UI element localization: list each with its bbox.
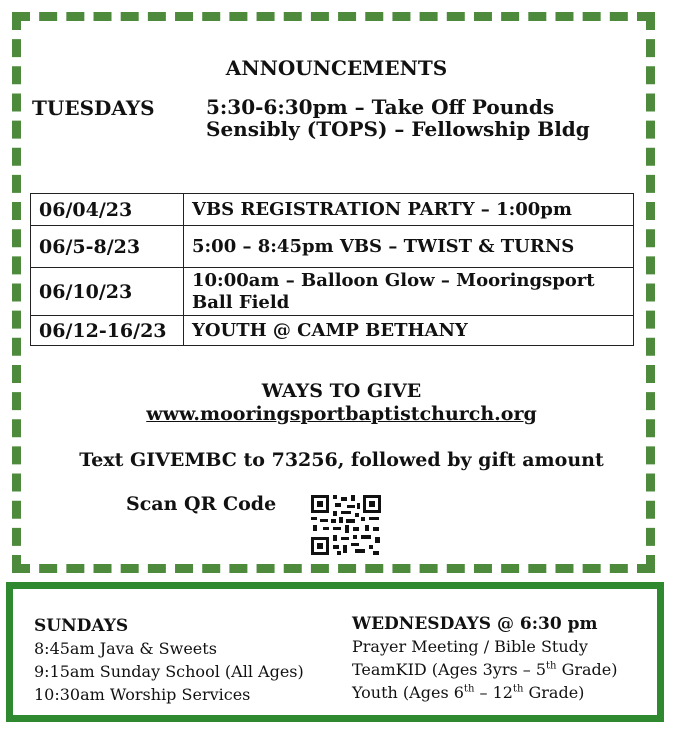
text-give-instructions: Text GIVEMBC to 73256, followed by gift amount [79, 449, 604, 471]
ordinal-suffix: th [463, 683, 475, 695]
wednesdays-item-text: – 12 [474, 683, 513, 702]
tuesdays-label: TUESDAYS [32, 96, 155, 120]
event-desc: 10:00am – Balloon Glow – Mooringsport Ball Field [184, 268, 634, 316]
wednesdays-item: Prayer Meeting / Bible Study [352, 637, 588, 656]
tuesdays-line-1: 5:30-6:30pm – Take Off Pounds [206, 95, 555, 119]
scan-qr-label: Scan QR Code [126, 493, 277, 515]
ordinal-suffix: th [512, 683, 524, 695]
event-date: 06/12-16/23 [31, 316, 184, 346]
table-row [31, 316, 634, 346]
tuesdays-text [206, 96, 636, 140]
table-row [31, 226, 634, 268]
wednesdays-item-text: TeamKID (Ages 3yrs – 5 [352, 660, 547, 679]
wednesdays-item-text: Youth (Ages 6 [352, 683, 464, 702]
sundays-item: 8:45am Java & Sweets [34, 639, 217, 658]
sundays-item: 9:15am Sunday School (All Ages) [34, 662, 304, 681]
wednesdays-item [352, 683, 584, 702]
tuesdays-line-2: Sensibly (TOPS) – Fellowship Bldg [206, 117, 590, 141]
event-desc: 5:00 – 8:45pm VBS – TWIST & TURNS [184, 226, 634, 268]
qr-code-icon[interactable] [311, 495, 381, 555]
wednesdays-title: WEDNESDAYS @ 6:30 pm [352, 614, 598, 634]
event-date: 06/5-8/23 [31, 226, 184, 268]
wednesdays-item-text: Grade) [556, 660, 618, 679]
event-date: 06/10/23 [31, 268, 184, 316]
ordinal-suffix: th [546, 660, 557, 672]
sundays-item: 10:30am Worship Services [34, 685, 251, 704]
event-desc: VBS REGISTRATION PARTY – 1:00pm [184, 194, 634, 226]
announcements-title: ANNOUNCEMENTS [225, 56, 448, 80]
church-website-link[interactable]: www.mooringsportbaptistchurch.org [146, 403, 537, 425]
table-row [31, 268, 634, 316]
event-desc: YOUTH @ CAMP BETHANY [184, 316, 634, 346]
wednesdays-item-text: Grade) [523, 683, 585, 702]
events-table [30, 193, 634, 346]
wednesdays-item [352, 660, 618, 679]
event-date: 06/04/23 [31, 194, 184, 226]
table-row [31, 194, 634, 226]
ways-to-give-title: WAYS TO GIVE [261, 380, 422, 402]
sundays-title: SUNDAYS [34, 616, 129, 636]
